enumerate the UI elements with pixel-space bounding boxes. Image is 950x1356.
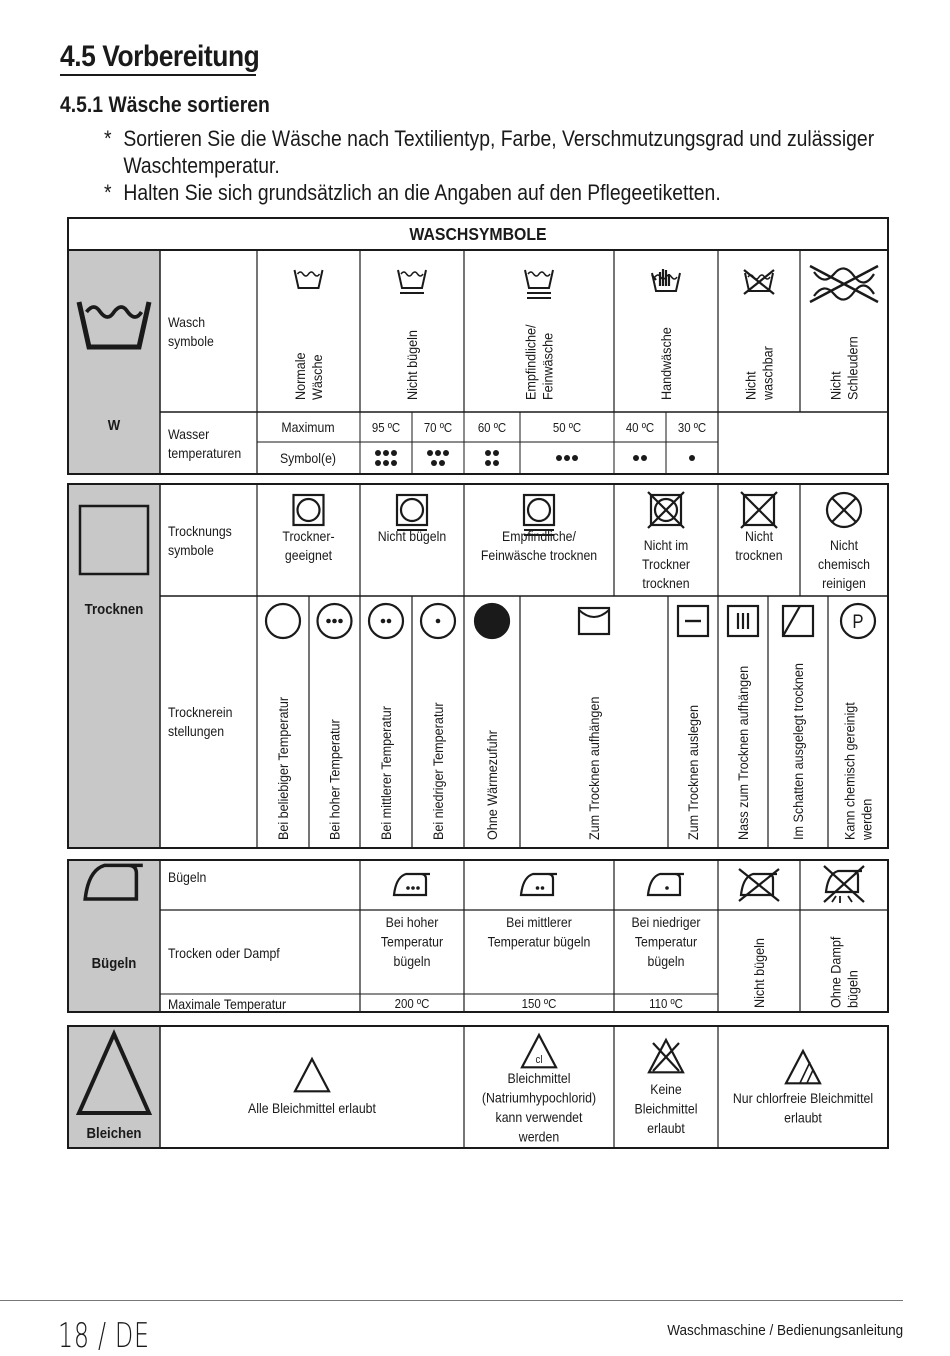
bullet-item: * Sortieren Sie die Wäsche nach Textilientyp, Farbe, Verschmutzungsgrad und zulässiger Waschtemperatur.: [104, 126, 875, 178]
setting-label: Bei hoher Temperatur: [326, 719, 343, 840]
max-temperature: 150 ºC: [521, 996, 557, 1012]
row-label: Wasch symbole: [168, 314, 214, 350]
subsection-title: 4.5.1 Wäsche sortieren: [60, 92, 270, 117]
tumble-dry-icon: [294, 495, 324, 525]
temperature-value: 70 ºC: [423, 420, 453, 436]
setting-label: Zum Trocknen auslegen: [685, 705, 702, 840]
setting-label: Bei mittlerer Temperatur: [378, 705, 395, 840]
do-not-bleach-icon: [649, 1040, 683, 1072]
footer-divider: [0, 1300, 903, 1301]
temperature-value: 30 ºC: [677, 420, 707, 436]
symbol-label: NichtSchleudern: [827, 336, 861, 400]
iron-label: Bei niedriger Temperatur bügeln: [631, 914, 701, 970]
do-not-wash-icon: [744, 270, 774, 294]
temperature-value: 95 ºC: [371, 420, 401, 436]
wash-tub-one-bar-icon: [398, 270, 426, 293]
max-temperature: 110 ºC: [649, 996, 683, 1012]
document-title: Waschmaschine / Bedienungsanleitung: [667, 1322, 903, 1339]
category-label: Bügeln: [91, 954, 137, 972]
do-not-iron-icon: [739, 869, 779, 901]
circle-two-dots-icon: [369, 604, 403, 638]
temperature-dots: [427, 450, 449, 466]
dry-flat-icon: [678, 606, 708, 636]
symbol-label: Nicht trocknen: [735, 528, 783, 564]
drip-dry-icon: [728, 606, 758, 636]
iron-two-dots-icon: [521, 874, 557, 895]
temperature-dots: [556, 455, 578, 461]
circle-three-dots-icon: [318, 604, 352, 638]
wash-tub-icon: [295, 270, 323, 288]
dry-in-shade-icon: [783, 606, 813, 636]
symbol-label: Empfindliche/Feinwäsche: [522, 324, 556, 400]
row-label: Trocknungs symbole: [168, 523, 232, 559]
symbol-label: Trockner-geeignet: [282, 528, 335, 564]
row-label: Wasser temperaturen: [168, 426, 242, 462]
bleach-triangle-icon: [295, 1059, 329, 1091]
max-temperature: 200 ºC: [394, 996, 430, 1012]
temperature-value: 50 ºC: [552, 420, 582, 436]
page-number: 18 / DE: [58, 1316, 150, 1356]
symbol-label: Nicht chemisch reinigen: [818, 537, 870, 592]
bleach-cl-icon: [522, 1035, 556, 1067]
setting-label: Bei beliebiger Temperatur: [275, 696, 292, 840]
bleach-label: Keine Bleichmittel erlaubt: [634, 1081, 698, 1137]
iron-label: Bei hoher Temperatur bügeln: [380, 914, 444, 970]
bleichen-section: [68, 1026, 888, 1148]
line-dry-icon: [579, 608, 609, 634]
symbol-label: NormaleWäsche: [292, 352, 325, 400]
category-label: Bleichen: [86, 1124, 142, 1142]
setting-label: Bei niedriger Temperatur: [430, 702, 447, 840]
temperature-dots: [375, 450, 397, 466]
bleach-label: Bleichmittel (Natriumhypochlorid) kann verwendet werden: [481, 1070, 597, 1145]
section-title: 4.5 Vorbereitung: [60, 40, 260, 73]
bleach-label: Alle Bleichmittel erlaubt: [248, 1100, 376, 1117]
symbol-label: Nicht bügeln: [377, 528, 447, 545]
table-header: WASCHSYMBOLE: [409, 224, 547, 245]
setting-label: Zum Trocknen aufhängen: [586, 696, 603, 840]
symbol-label: Handwäsche: [658, 327, 675, 400]
iron-one-dot-icon: [648, 874, 684, 895]
setting-label: Ohne Wärmezufuhr: [484, 730, 501, 840]
do-not-dry-icon: [741, 492, 777, 528]
circle-icon: [266, 604, 300, 638]
symbol-label: Empfindliche/ Feinwäsche trocknen: [480, 528, 598, 564]
wash-tub-two-bars-icon: [525, 270, 553, 298]
svg-text:cl: cl: [535, 1054, 543, 1067]
bleach-label: Nur chlorfreie Bleichmittel erlaubt: [732, 1090, 874, 1126]
symbol-label: Nichtwaschbar: [742, 346, 776, 400]
dry-clean-p-icon: [841, 604, 875, 638]
row-label: Trocknerein stellungen: [168, 704, 233, 740]
temperature-dots: [689, 455, 695, 461]
do-not-tumble-dry-icon: [648, 492, 684, 528]
tumble-dry-one-bar-icon: [397, 495, 427, 530]
symbol-label: Nicht bügeln: [751, 938, 768, 1008]
filled-circle-icon: [475, 604, 509, 638]
row-label: Trocken oder Dampf: [168, 945, 280, 962]
setting-label: Im Schatten ausgelegt trocknen: [790, 663, 807, 840]
setting-label: Nass zum Trocknen aufhängen: [735, 665, 752, 840]
iron-label: Bei mittlerer Temperatur bügeln: [487, 914, 591, 950]
temperature-value: 40 ºC: [625, 420, 655, 436]
iron-three-dots-icon: [394, 874, 430, 895]
symbol-label: Nicht bügeln: [404, 330, 421, 400]
symbol-row-label: Symbol(e): [279, 450, 337, 467]
symbol-label: Nicht im Trockner trocknen: [641, 537, 691, 592]
non-chlorine-bleach-icon: [786, 1051, 820, 1083]
no-steam-icon: [824, 866, 864, 903]
row-label: Bügeln: [168, 869, 207, 886]
row-label: Maximale Temperatur: [168, 996, 287, 1013]
svg-text:P: P: [852, 611, 864, 633]
do-not-wring-icon: [810, 266, 878, 302]
temperature-dots: [485, 450, 499, 466]
category-label: Trocknen: [84, 600, 144, 618]
category-label: W: [107, 416, 121, 434]
hand-wash-icon: [652, 269, 680, 291]
circle-one-dot-icon: [421, 604, 455, 638]
symbol-label: Ohne Dampfbügeln: [827, 936, 861, 1008]
setting-label: Kann chemisch gereinigtwerden: [841, 702, 875, 840]
temperature-dots: [633, 455, 647, 461]
do-not-dry-clean-icon: [827, 493, 861, 527]
temperature-value: 60 ºC: [477, 420, 507, 436]
bullet-item: * Halten Sie sich grundsätzlich an die Angaben auf den Pflegeetiketten.: [104, 180, 721, 205]
maximum-label: Maximum: [281, 419, 335, 436]
